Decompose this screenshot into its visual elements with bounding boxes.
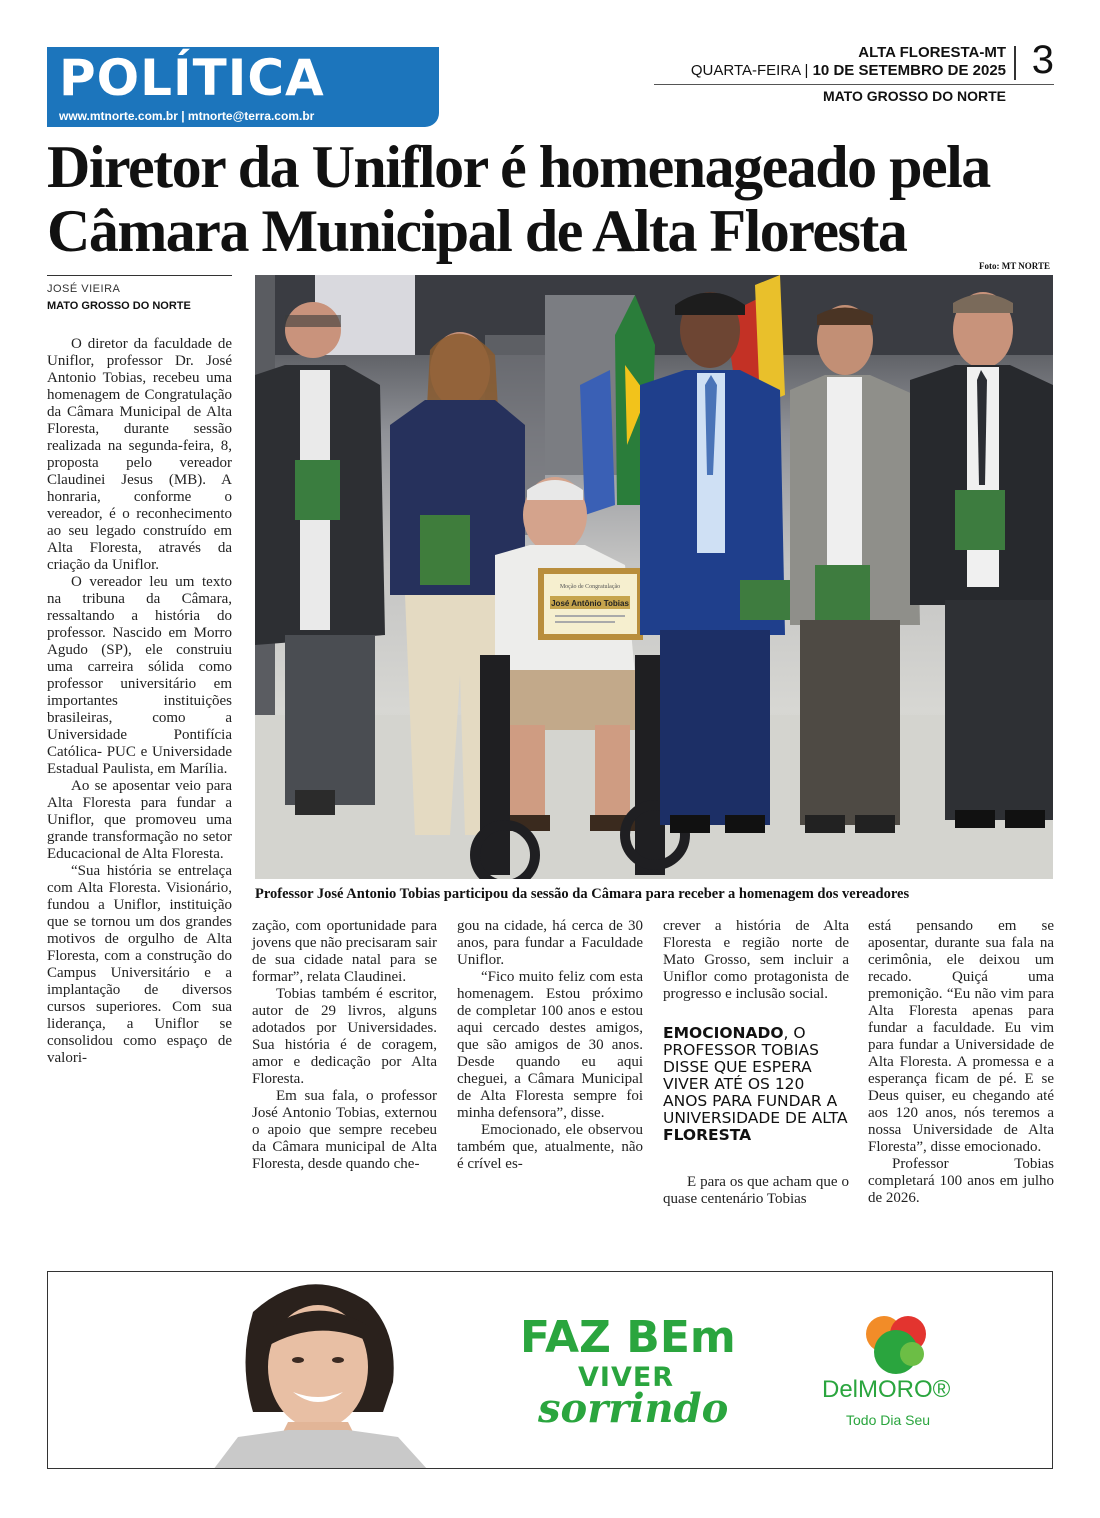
header-rule	[654, 84, 1054, 85]
ad-tagline: Todo Dia Seu	[846, 1412, 931, 1428]
pull-quote-lead: EMOCIONADO	[663, 1024, 784, 1042]
ad-slogan-line-2: VIVER	[578, 1362, 675, 1393]
section-banner	[47, 47, 439, 127]
paragraph: zação, com oportunidade para jovens que não precisaram sair de sua cidade natal para se formar”, relata Claudinei.	[252, 918, 437, 985]
article-photo	[255, 275, 1053, 879]
certificate-name: José Antônio Tobias	[551, 599, 629, 608]
article-column-1	[47, 336, 232, 1067]
issue-date	[691, 62, 1006, 79]
ad-brand-name: DelMORO®	[822, 1376, 951, 1403]
paragraph: crever a história de Alta Floresta e região norte de Mato Grosso, sem incluir a Uniflor como protagonista de progresso e inclusão social.	[663, 918, 849, 1002]
issue-date-value: 10 DE SETEMBRO DE 2025	[812, 62, 1006, 79]
ad-slogan-line-1: FAZ BEm	[520, 1312, 736, 1363]
pull-quote-text: , O PROFESSOR TOBIAS DISSE QUE ESPERA VIVER ATÉ OS 120 ANOS PARA FUNDAR A UNIVERSIDADE DE ALTA	[663, 1024, 848, 1127]
paragraph: Ao se aposentar veio para Alta Floresta para fundar a Uniflor, que promoveu uma grande transformação no setor Educacional de Alta Floresta.	[47, 778, 232, 862]
certificate-title: Moção de Congratulação	[559, 584, 621, 590]
paragraph: Professor Tobias completará 100 anos em julho de 2026.	[868, 1156, 1054, 1206]
article-column-2	[252, 918, 437, 1173]
byline-author: JOSÉ VIEIRA	[47, 283, 121, 295]
paragraph: Tobias também é escritor, autor de 29 livros, alguns adotados por Universidades. Sua história é de coragem, amor e dedicação por Alta Floresta.	[252, 986, 437, 1087]
byline-rule	[47, 275, 232, 276]
section-sites: www.mtnorte.com.br | mtnorte@terra.com.br	[59, 109, 315, 123]
advertisement[interactable]	[47, 1271, 1053, 1469]
section-title: POLÍTICA	[59, 49, 325, 107]
issue-divider	[1014, 46, 1016, 80]
paragraph: está pensando em se aposentar, durante sua fala na cerimônia, ele deixou um recado. Quiçá uma premonição. “Eu não vim para Alta Floresta apenas para fundar a faculdade. Eu vim para fundar a Universidade de Alta Floresta. A promessa e a esperança ficam de pé. E se Deus quiser, eu chegando até aos 120 anos, nós teremos a nossa Universidade de Alta Floresta”, disse emocionado.	[868, 918, 1054, 1155]
paragraph: O diretor da faculdade de Uniflor, professor Dr. José Antonio Tobias, recebeu uma homenagem de Congratulação da Câmara Municipal de Alta Floresta, durante sessão realizada na segunda-feira, 8, proposta pelo vereador Claudinei Jesus (MB). A honraria, conforme o vereador, é o reconhecimento ao seu legado construído em Alta Floresta, através da criação da Uniflor.	[47, 336, 232, 573]
ad-slogan-line-3: sorrindo	[538, 1385, 729, 1432]
byline-outlet: MATO GROSSO DO NORTE	[47, 300, 191, 312]
issue-block	[634, 38, 1054, 124]
issue-region: MATO GROSSO DO NORTE	[822, 88, 1006, 104]
paragraph: “Fico muito feliz com esta homenagem. Estou próximo de completar 100 anos e estou aqui cercado destes amigos, que são amigos de 30 anos. Desde quando eu aqui cheguei, a Câmara Municipal de Alta Floresta sempre foi minha defensora”, disse.	[457, 969, 643, 1121]
photo-credit: Foto: MT NORTE	[978, 261, 1050, 271]
page-number: 3	[1031, 38, 1054, 82]
paragraph: E para os que acham que o quase centenário Tobias	[663, 1174, 849, 1207]
paragraph: Em sua fala, o professor José Antonio Tobias, externou o apoio que sempre recebeu da Câmara municipal de Alta Floresta, desde quando che-	[252, 1088, 437, 1172]
article-column-3	[457, 918, 643, 1173]
issue-city: ALTA FLORESTA-MT	[858, 44, 1006, 61]
brand-logo-icon	[856, 1308, 936, 1378]
photo-illustration	[255, 275, 1053, 879]
article-column-5	[868, 918, 1054, 1207]
paragraph: Emocionado, ele observou também que, atualmente, não é crível es-	[457, 1122, 643, 1172]
article-headline: Diretor da Uniflor é homenageado pela Câmara Municipal de Alta Floresta	[47, 134, 990, 264]
paragraph: O vereador leu um texto na tribuna da Câmara, ressaltando a história do professor. Nascido em Morro Agudo (SP), ele construiu uma carreira sólida como professor universitário em importantes instituições brasileiras, como a Universidade Pontifícia Católica- PUC e Universidade Estadual Paulista, em Marília.	[47, 574, 232, 777]
paragraph: “Sua história se entrelaça com Alta Floresta. Visionário, fundou a Uniflor, instituição que se tornou um dos grandes motivos de orgulho de Alta Floresta, com a construção do Campus Universitário e a implantação de diversos cursos superiores. Com sua liderança, a Uniflor se consolidou como espaço de valori-	[47, 863, 232, 1066]
pull-quote	[663, 1025, 849, 1144]
photo-caption: Professor José Antonio Tobias participou da sessão da Câmara para receber a homenagem dos vereadores	[255, 886, 910, 902]
article-column-4	[663, 918, 849, 1208]
paragraph: gou na cidade, há cerca de 30 anos, para fundar a Faculdade Uniflor.	[457, 918, 643, 968]
pull-quote-end: FLORESTA	[663, 1126, 752, 1144]
issue-weekday: QUARTA-FEIRA |	[690, 62, 809, 79]
